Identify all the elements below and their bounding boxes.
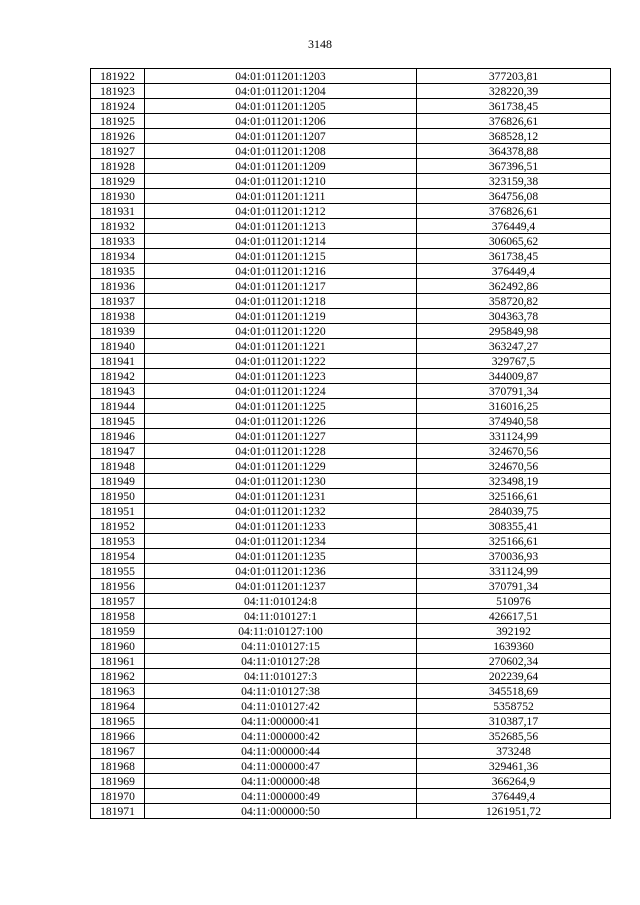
cadastral-number-cell: 04:01:011201:1207 [145, 129, 417, 144]
value-cell: 270602,34 [417, 654, 611, 669]
cadastral-number-cell: 04:11:000000:50 [145, 804, 417, 819]
row-number-cell: 181954 [91, 549, 145, 564]
cadastral-number-cell: 04:11:000000:47 [145, 759, 417, 774]
row-number-cell: 181922 [91, 69, 145, 84]
cadastral-number-cell: 04:11:010127:100 [145, 624, 417, 639]
value-cell: 373248 [417, 744, 611, 759]
value-cell: 331124,99 [417, 564, 611, 579]
table-row [91, 159, 611, 174]
row-number-cell: 181936 [91, 279, 145, 294]
cadastral-number-cell: 04:01:011201:1210 [145, 174, 417, 189]
table-row [91, 534, 611, 549]
cadastral-number-cell: 04:01:011201:1222 [145, 354, 417, 369]
table-row [91, 99, 611, 114]
table-row [91, 474, 611, 489]
cadastral-number-cell: 04:01:011201:1226 [145, 414, 417, 429]
table-row [91, 204, 611, 219]
row-number-cell: 181946 [91, 429, 145, 444]
row-number-cell: 181947 [91, 444, 145, 459]
value-cell: 361738,45 [417, 249, 611, 264]
cadastral-number-cell: 04:11:000000:42 [145, 729, 417, 744]
row-number-cell: 181943 [91, 384, 145, 399]
row-number-cell: 181945 [91, 414, 145, 429]
table-row [91, 219, 611, 234]
cadastral-number-cell: 04:01:011201:1215 [145, 249, 417, 264]
table-row [91, 729, 611, 744]
value-cell: 366264,9 [417, 774, 611, 789]
row-number-cell: 181933 [91, 234, 145, 249]
value-cell: 361738,45 [417, 99, 611, 114]
cadastral-number-cell: 04:01:011201:1234 [145, 534, 417, 549]
row-number-cell: 181930 [91, 189, 145, 204]
cadastral-number-cell: 04:11:010127:15 [145, 639, 417, 654]
cadastral-number-cell: 04:01:011201:1225 [145, 399, 417, 414]
row-number-cell: 181960 [91, 639, 145, 654]
table-row [91, 669, 611, 684]
row-number-cell: 181923 [91, 84, 145, 99]
table-row [91, 504, 611, 519]
cadastral-number-cell: 04:01:011201:1224 [145, 384, 417, 399]
value-cell: 370791,34 [417, 384, 611, 399]
cadastral-number-cell: 04:01:011201:1232 [145, 504, 417, 519]
table-row [91, 579, 611, 594]
value-cell: 358720,82 [417, 294, 611, 309]
row-number-cell: 181938 [91, 309, 145, 324]
table-row [91, 399, 611, 414]
value-cell: 202239,64 [417, 669, 611, 684]
cadastral-number-cell: 04:01:011201:1220 [145, 324, 417, 339]
value-cell: 325166,61 [417, 489, 611, 504]
value-cell: 1639360 [417, 639, 611, 654]
row-number-cell: 181958 [91, 609, 145, 624]
cadastral-number-cell: 04:11:000000:41 [145, 714, 417, 729]
table-row [91, 69, 611, 84]
table-row [91, 414, 611, 429]
row-number-cell: 181928 [91, 159, 145, 174]
value-cell: 324670,56 [417, 459, 611, 474]
row-number-cell: 181962 [91, 669, 145, 684]
row-number-cell: 181964 [91, 699, 145, 714]
row-number-cell: 181963 [91, 684, 145, 699]
table-row [91, 354, 611, 369]
row-number-cell: 181949 [91, 474, 145, 489]
table-row [91, 174, 611, 189]
value-cell: 304363,78 [417, 309, 611, 324]
table-row [91, 654, 611, 669]
value-cell: 295849,98 [417, 324, 611, 339]
cadastral-number-cell: 04:01:011201:1235 [145, 549, 417, 564]
value-cell: 374940,58 [417, 414, 611, 429]
table-row [91, 234, 611, 249]
row-number-cell: 181966 [91, 729, 145, 744]
table-row [91, 564, 611, 579]
row-number-cell: 181941 [91, 354, 145, 369]
table-row [91, 774, 611, 789]
table-row [91, 264, 611, 279]
table-row [91, 594, 611, 609]
row-number-cell: 181937 [91, 294, 145, 309]
cadastral-number-cell: 04:01:011201:1229 [145, 459, 417, 474]
cadastral-number-cell: 04:01:011201:1218 [145, 294, 417, 309]
row-number-cell: 181944 [91, 399, 145, 414]
value-cell: 426617,51 [417, 609, 611, 624]
value-cell: 324670,56 [417, 444, 611, 459]
cadastral-number-cell: 04:01:011201:1221 [145, 339, 417, 354]
value-cell: 325166,61 [417, 534, 611, 549]
row-number-cell: 181934 [91, 249, 145, 264]
table-row [91, 309, 611, 324]
registry-table [90, 68, 611, 819]
value-cell: 328220,39 [417, 84, 611, 99]
cadastral-number-cell: 04:11:010127:3 [145, 669, 417, 684]
value-cell: 344009,87 [417, 369, 611, 384]
cadastral-number-cell: 04:01:011201:1231 [145, 489, 417, 504]
value-cell: 323159,38 [417, 174, 611, 189]
row-number-cell: 181959 [91, 624, 145, 639]
cadastral-number-cell: 04:11:000000:48 [145, 774, 417, 789]
cadastral-number-cell: 04:11:000000:44 [145, 744, 417, 759]
table-row [91, 684, 611, 699]
row-number-cell: 181957 [91, 594, 145, 609]
table-row [91, 429, 611, 444]
value-cell: 367396,51 [417, 159, 611, 174]
cadastral-number-cell: 04:01:011201:1223 [145, 369, 417, 384]
cadastral-number-cell: 04:01:011201:1204 [145, 84, 417, 99]
value-cell: 310387,17 [417, 714, 611, 729]
table-row [91, 489, 611, 504]
row-number-cell: 181932 [91, 219, 145, 234]
registry-table-container [90, 68, 610, 819]
value-cell: 345518,69 [417, 684, 611, 699]
row-number-cell: 181929 [91, 174, 145, 189]
table-row [91, 804, 611, 819]
value-cell: 306065,62 [417, 234, 611, 249]
value-cell: 364378,88 [417, 144, 611, 159]
value-cell: 284039,75 [417, 504, 611, 519]
row-number-cell: 181931 [91, 204, 145, 219]
cadastral-number-cell: 04:01:011201:1219 [145, 309, 417, 324]
value-cell: 364756,08 [417, 189, 611, 204]
cadastral-number-cell: 04:11:010124:8 [145, 594, 417, 609]
table-row [91, 759, 611, 774]
registry-table-body [91, 69, 611, 819]
cadastral-number-cell: 04:11:010127:42 [145, 699, 417, 714]
value-cell: 376826,61 [417, 114, 611, 129]
value-cell: 308355,41 [417, 519, 611, 534]
table-row [91, 714, 611, 729]
cadastral-number-cell: 04:01:011201:1209 [145, 159, 417, 174]
value-cell: 331124,99 [417, 429, 611, 444]
table-row [91, 249, 611, 264]
cadastral-number-cell: 04:01:011201:1208 [145, 144, 417, 159]
table-row [91, 324, 611, 339]
value-cell: 368528,12 [417, 129, 611, 144]
value-cell: 376826,61 [417, 204, 611, 219]
cadastral-number-cell: 04:01:011201:1227 [145, 429, 417, 444]
value-cell: 376449,4 [417, 264, 611, 279]
table-row [91, 744, 611, 759]
row-number-cell: 181925 [91, 114, 145, 129]
row-number-cell: 181951 [91, 504, 145, 519]
row-number-cell: 181970 [91, 789, 145, 804]
table-row [91, 444, 611, 459]
cadastral-number-cell: 04:01:011201:1212 [145, 204, 417, 219]
row-number-cell: 181955 [91, 564, 145, 579]
value-cell: 392192 [417, 624, 611, 639]
table-row [91, 459, 611, 474]
row-number-cell: 181968 [91, 759, 145, 774]
value-cell: 510976 [417, 594, 611, 609]
row-number-cell: 181926 [91, 129, 145, 144]
cadastral-number-cell: 04:11:010127:1 [145, 609, 417, 624]
value-cell: 362492,86 [417, 279, 611, 294]
page-number: 3148 [308, 37, 332, 51]
table-row [91, 699, 611, 714]
row-number-cell: 181961 [91, 654, 145, 669]
table-row [91, 189, 611, 204]
table-row [91, 639, 611, 654]
value-cell: 363247,27 [417, 339, 611, 354]
table-row [91, 549, 611, 564]
cadastral-number-cell: 04:01:011201:1213 [145, 219, 417, 234]
cadastral-number-cell: 04:01:011201:1205 [145, 99, 417, 114]
table-row [91, 279, 611, 294]
cadastral-number-cell: 04:01:011201:1211 [145, 189, 417, 204]
value-cell: 376449,4 [417, 219, 611, 234]
table-row [91, 789, 611, 804]
row-number-cell: 181965 [91, 714, 145, 729]
table-row [91, 129, 611, 144]
value-cell: 370791,34 [417, 579, 611, 594]
row-number-cell: 181942 [91, 369, 145, 384]
row-number-cell: 181967 [91, 744, 145, 759]
row-number-cell: 181940 [91, 339, 145, 354]
cadastral-number-cell: 04:11:010127:28 [145, 654, 417, 669]
row-number-cell: 181956 [91, 579, 145, 594]
row-number-cell: 181927 [91, 144, 145, 159]
cadastral-number-cell: 04:01:011201:1216 [145, 264, 417, 279]
cadastral-number-cell: 04:11:000000:49 [145, 789, 417, 804]
value-cell: 329461,36 [417, 759, 611, 774]
row-number-cell: 181924 [91, 99, 145, 114]
table-row [91, 144, 611, 159]
row-number-cell: 181950 [91, 489, 145, 504]
cadastral-number-cell: 04:11:010127:38 [145, 684, 417, 699]
cadastral-number-cell: 04:01:011201:1236 [145, 564, 417, 579]
value-cell: 316016,25 [417, 399, 611, 414]
table-row [91, 84, 611, 99]
value-cell: 1261951,72 [417, 804, 611, 819]
row-number-cell: 181971 [91, 804, 145, 819]
row-number-cell: 181952 [91, 519, 145, 534]
value-cell: 5358752 [417, 699, 611, 714]
value-cell: 377203,81 [417, 69, 611, 84]
value-cell: 370036,93 [417, 549, 611, 564]
cadastral-number-cell: 04:01:011201:1217 [145, 279, 417, 294]
table-row [91, 294, 611, 309]
cadastral-number-cell: 04:01:011201:1206 [145, 114, 417, 129]
cadastral-number-cell: 04:01:011201:1228 [145, 444, 417, 459]
value-cell: 323498,19 [417, 474, 611, 489]
table-row [91, 369, 611, 384]
value-cell: 352685,56 [417, 729, 611, 744]
table-row [91, 609, 611, 624]
row-number-cell: 181948 [91, 459, 145, 474]
table-row [91, 384, 611, 399]
table-row [91, 624, 611, 639]
value-cell: 376449,4 [417, 789, 611, 804]
row-number-cell: 181935 [91, 264, 145, 279]
cadastral-number-cell: 04:01:011201:1237 [145, 579, 417, 594]
cadastral-number-cell: 04:01:011201:1233 [145, 519, 417, 534]
row-number-cell: 181953 [91, 534, 145, 549]
cadastral-number-cell: 04:01:011201:1214 [145, 234, 417, 249]
row-number-cell: 181939 [91, 324, 145, 339]
row-number-cell: 181969 [91, 774, 145, 789]
cadastral-number-cell: 04:01:011201:1230 [145, 474, 417, 489]
cadastral-number-cell: 04:01:011201:1203 [145, 69, 417, 84]
table-row [91, 519, 611, 534]
table-row [91, 339, 611, 354]
value-cell: 329767,5 [417, 354, 611, 369]
table-row [91, 114, 611, 129]
